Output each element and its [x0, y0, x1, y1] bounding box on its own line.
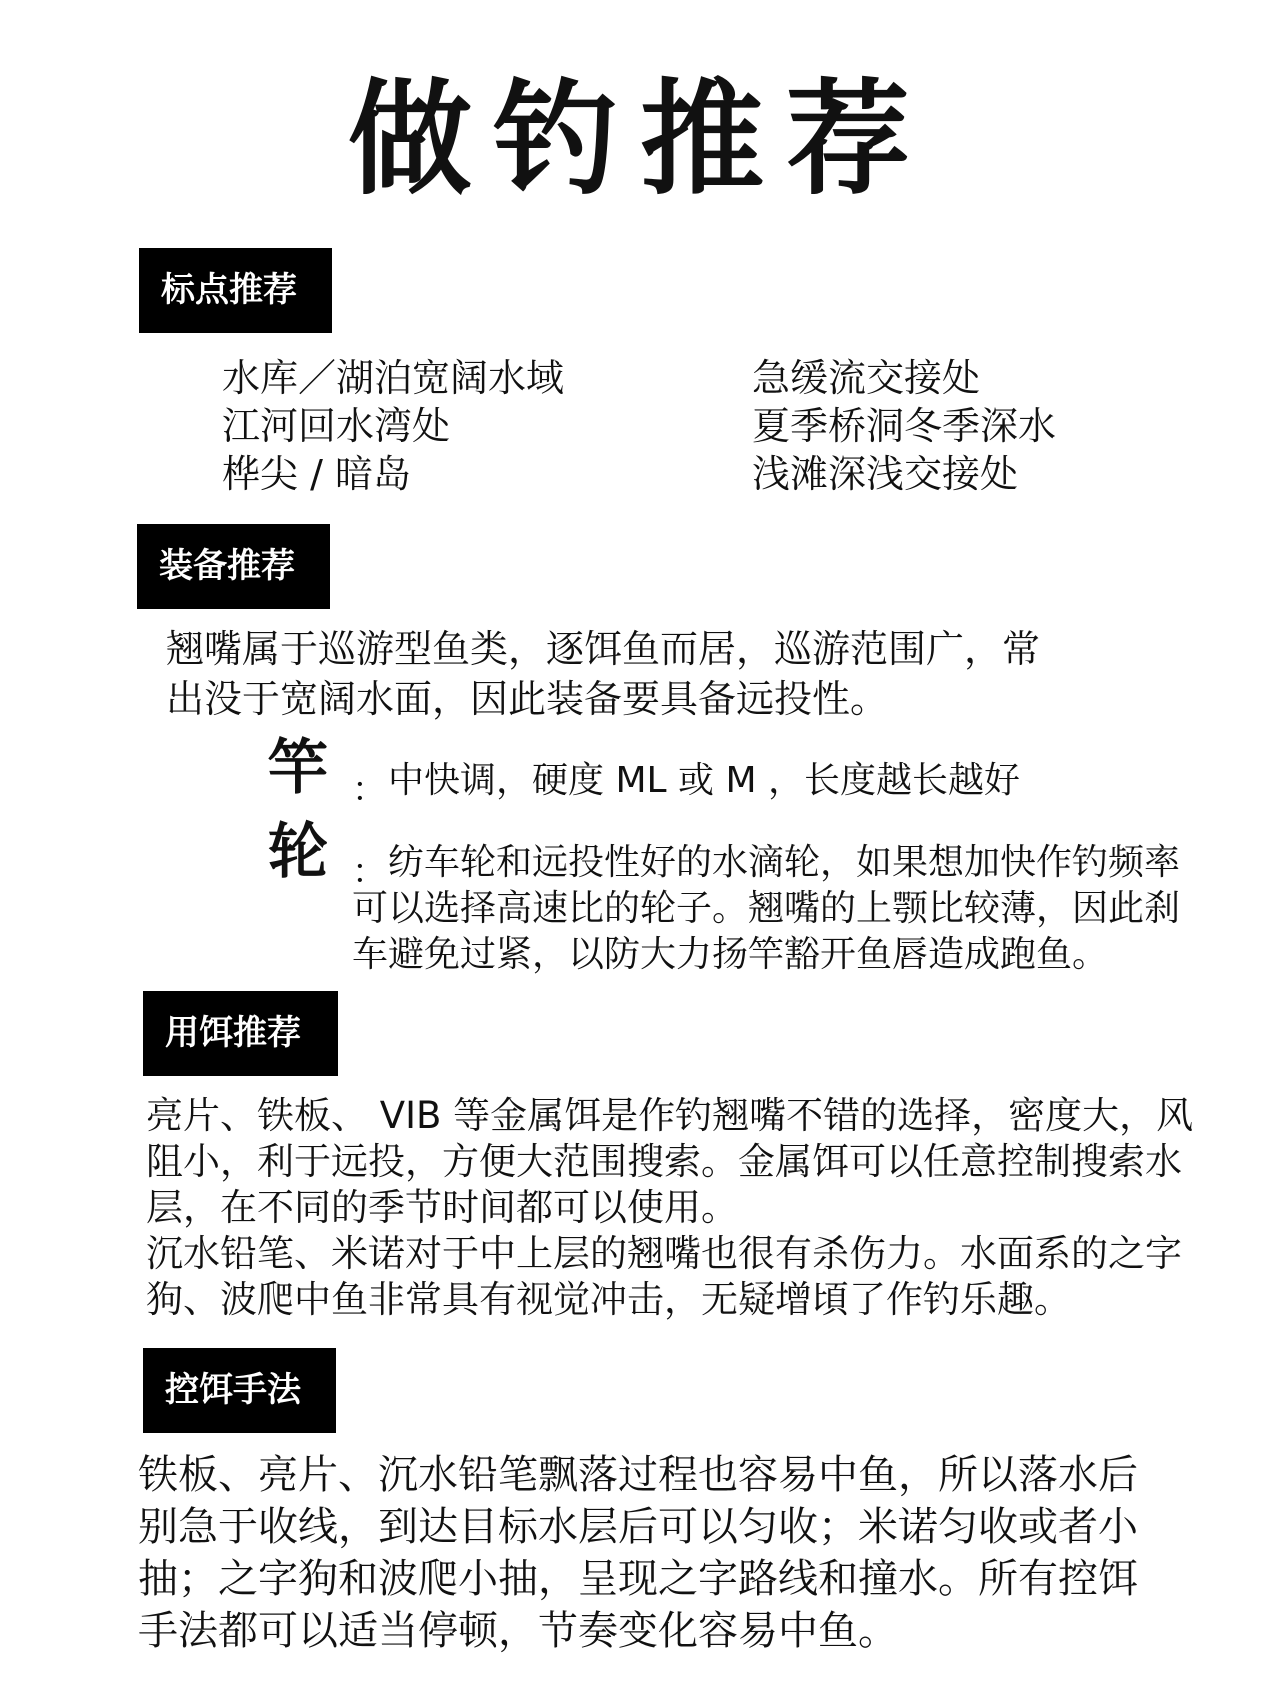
text-line: 阻小，利于远投，方便大范围搜索。金属饵可以任意控制搜索水 [146, 1140, 1182, 1183]
rod-text: 中快调，硬度 ML 或 M ，长度越长越好 [388, 760, 1020, 801]
text-line: 狗、波爬中鱼非常具有视觉冲击，无疑增頃了作钓乐趣。 [146, 1278, 1071, 1321]
text-line: 纺车轮和远投性好的水滴轮，如果想加快作钓频率 [388, 842, 1181, 883]
spot-item: 浅滩深浅交接处 [752, 452, 1019, 496]
spot-item: 急缓流交接处 [752, 356, 981, 400]
text-line: 别急于收线，到达目标水层后可以匀收；米诺匀收或者小 [138, 1504, 1138, 1550]
section-tag-bait: 用饵推荐 [143, 991, 338, 1076]
method-paragraph [138, 1449, 1138, 1657]
text-line: 沉水铅笔、米诺对于中上层的翘嘴也很有杀伤力。水面系的之字 [146, 1232, 1182, 1275]
spot-item: 江河回水湾处 [222, 404, 451, 448]
reel-text [352, 840, 1181, 978]
section-tag-equipment: 装备推荐 [137, 524, 330, 609]
equipment-intro [166, 624, 1040, 724]
spots-list-left [222, 354, 564, 498]
reel-colon: ： [352, 852, 386, 892]
text-line: 亮片、铁板、 VIB 等金属饵是作钓翘嘴不错的选择，密度大，风 [146, 1094, 1194, 1137]
rod-colon: ： [352, 770, 386, 810]
rod-label: 竿 [268, 733, 328, 803]
spot-item: 水库／湖泊宽阔水域 [222, 356, 565, 400]
text-line: 车避免过紧，以防大力扬竿豁开鱼唇造成跑鱼。 [352, 934, 1109, 975]
spot-item: 桦尖 / 暗岛 [222, 452, 411, 496]
section-tag-spots: 标点推荐 [139, 248, 332, 333]
page-title: 做钓推荐 [347, 68, 932, 212]
section-tag-method: 控饵手法 [143, 1348, 336, 1433]
spot-item: 夏季桥洞冬季深水 [752, 404, 1057, 448]
text-line: 手法都可以适当停顿，节奏变化容易中鱼。 [138, 1608, 898, 1654]
text-line: 出没于宽阔水面，因此装备要具备远投性。 [166, 677, 889, 721]
text-line: 抽；之字狗和波爬小抽，呈现之字路线和撞水。所有控饵 [138, 1556, 1138, 1602]
spots-list-right [752, 354, 1056, 498]
text-line: 铁板、亮片、沉水铅笔飘落过程也容易中鱼，所以落水后 [138, 1452, 1138, 1498]
reel-label: 轮 [268, 817, 328, 887]
text-line: 可以选择高速比的轮子。翘嘴的上颚比较薄，因此刹 [352, 888, 1181, 929]
text-line: 翘嘴属于巡游型鱼类，逐饵鱼而居，巡游范围广，常 [166, 627, 1041, 671]
text-line: 层，在不同的季节时间都可以使用。 [146, 1186, 738, 1229]
bait-paragraph [146, 1093, 1193, 1323]
